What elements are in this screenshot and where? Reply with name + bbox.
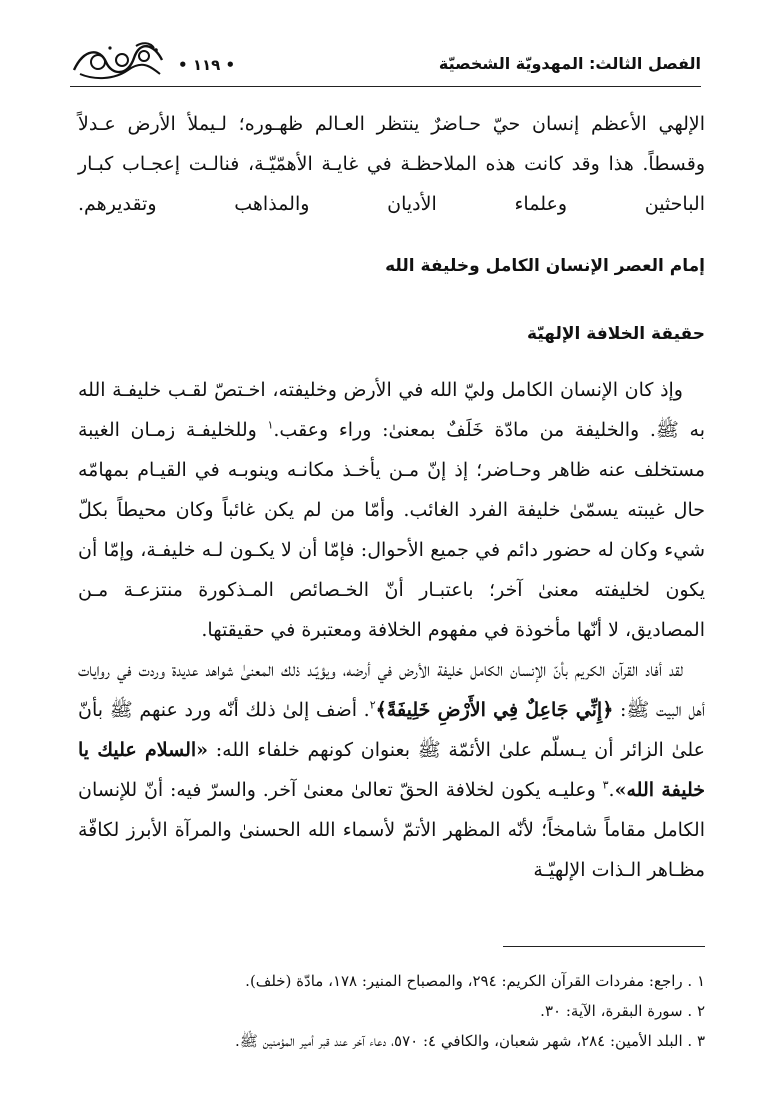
calligraphic-ornament-icon xyxy=(70,40,166,82)
paragraph-3-text-d: وعليـه يكون لخلافة الحقّ تعالىٰ معنىٰ آخر. والسرّ فيه: أنّ للإنسان الكامل مقاماً شامخاً؛ لأنّه المظهر الأتمّ لأسماء الله الحسنىٰ والمرآة الأبرز لكافّة مظـاهر الـذات الإلهيّـة xyxy=(78,779,705,881)
paragraph-3-text-b: . أضف إلىٰ ذلك أنّه ورد عنهم ﷺ بأنّ علىٰ الزائر أن يـسلّم علىٰ الأئمّة ﷺ بعنوان كونهم خلفاء الله: xyxy=(78,699,705,761)
footnote-1: ١ . راجع: مفردات القرآن الكريم: ٢٩٤، والمصباح المنير: ١٧٨، مادّة (خلف). xyxy=(245,972,705,990)
footnote-ref-2: ٢ xyxy=(369,698,376,712)
footnote-ref-3: ٣ xyxy=(602,778,609,792)
paragraph-3-text-a: لقد أفاد القرآن الكريم بأنّ الإنسان الكامل خليفة الأرض في أرضه، ويؤيّـد ذلك المعنىٰ شواهد عديدة وردت في روايات أهل البيت ﷺ: xyxy=(78,659,706,721)
page-header xyxy=(70,40,701,82)
quran-verse: ﴿إِنِّي جَاعِلٌ فِي الأَرْضِ خَلِيفَةً﴾ xyxy=(375,699,614,721)
paragraph-2-text: وإذ كان الإنسان الكامل وليّ الله في الأرض وخليفته، اخـتصّ لقـب خليفـة الله به ﷺ. والخليفة من مادّة خَلَفٌ بمعنىٰ: وراء وعقب. xyxy=(78,379,705,441)
paragraph-3-text-c: . xyxy=(608,779,615,801)
paragraph-2 xyxy=(78,370,705,650)
footnotes xyxy=(78,966,705,1056)
paragraph-1: الإلهي الأعظم إنسان حيّ حـاضرٌ ينتظر العـالم ظهـوره؛ لـيملأ الأرض عـدلاً وقسطاً. هذا وقد كانت هذه الملاحظـة في غايـة الأهمّيّـة، فنالـت إعجـاب كبـار الباحثين وعلماء الأديان والمذاهب وتقديرهم. xyxy=(78,113,705,215)
footnote-ref-1: ١ xyxy=(267,418,274,432)
paragraph-3 xyxy=(78,650,705,890)
footnote-2: ٢ . سورة البقرة، الآية: ٣٠. xyxy=(540,1002,705,1020)
main-text xyxy=(78,104,705,890)
footnote-3: ٣ . البلد الأمين: ٢٨٤، شهر شعبان، والكافي ٤: ٥٧٠، دعاء آخر عند قبر أمير المؤمنين ﷺ. xyxy=(234,1032,705,1050)
section-heading-imam: إمام العصر الإنسان الكامل وخليفة الله xyxy=(385,256,705,276)
page-number: • ١١٩ • xyxy=(178,56,236,74)
paragraph-2-text-cont: وللخليفـة زمـان الغيبة مستخلف عنه ظاهر وحـاضر؛ إذ إنّ مـن يأخـذ مكانـه وينوبـه في القيـام بمهامّه حال غيبته يسمّىٰ خليفة الفرد الغائب. وأمّا من لم يكن غائباً وكان محيطاً بكلّ شيء وكان له حضور دائم في جميع الأحوال: فإمّا أن لا يكـون لـه خليفـة، وإمّا أن يكون لخليفته معنىٰ آخر؛ باعتبـار أنّ الخـصائص المـذكورة منتزعـة مـن المصاديق، لا أنّها مأخوذة في مفهوم الخلافة ومعتبرة في حقيقتها. xyxy=(78,419,705,641)
footnote-divider xyxy=(503,946,705,947)
header-divider xyxy=(70,86,701,87)
chapter-title: الفصل الثالث: المهدويّة الشخصيّة xyxy=(438,54,701,73)
ziyarat-salam: «السلام عليك يا خليفة الله» xyxy=(78,739,705,801)
section-heading-caliphate: حقيقة الخلافة الإلهيّة xyxy=(527,324,705,344)
